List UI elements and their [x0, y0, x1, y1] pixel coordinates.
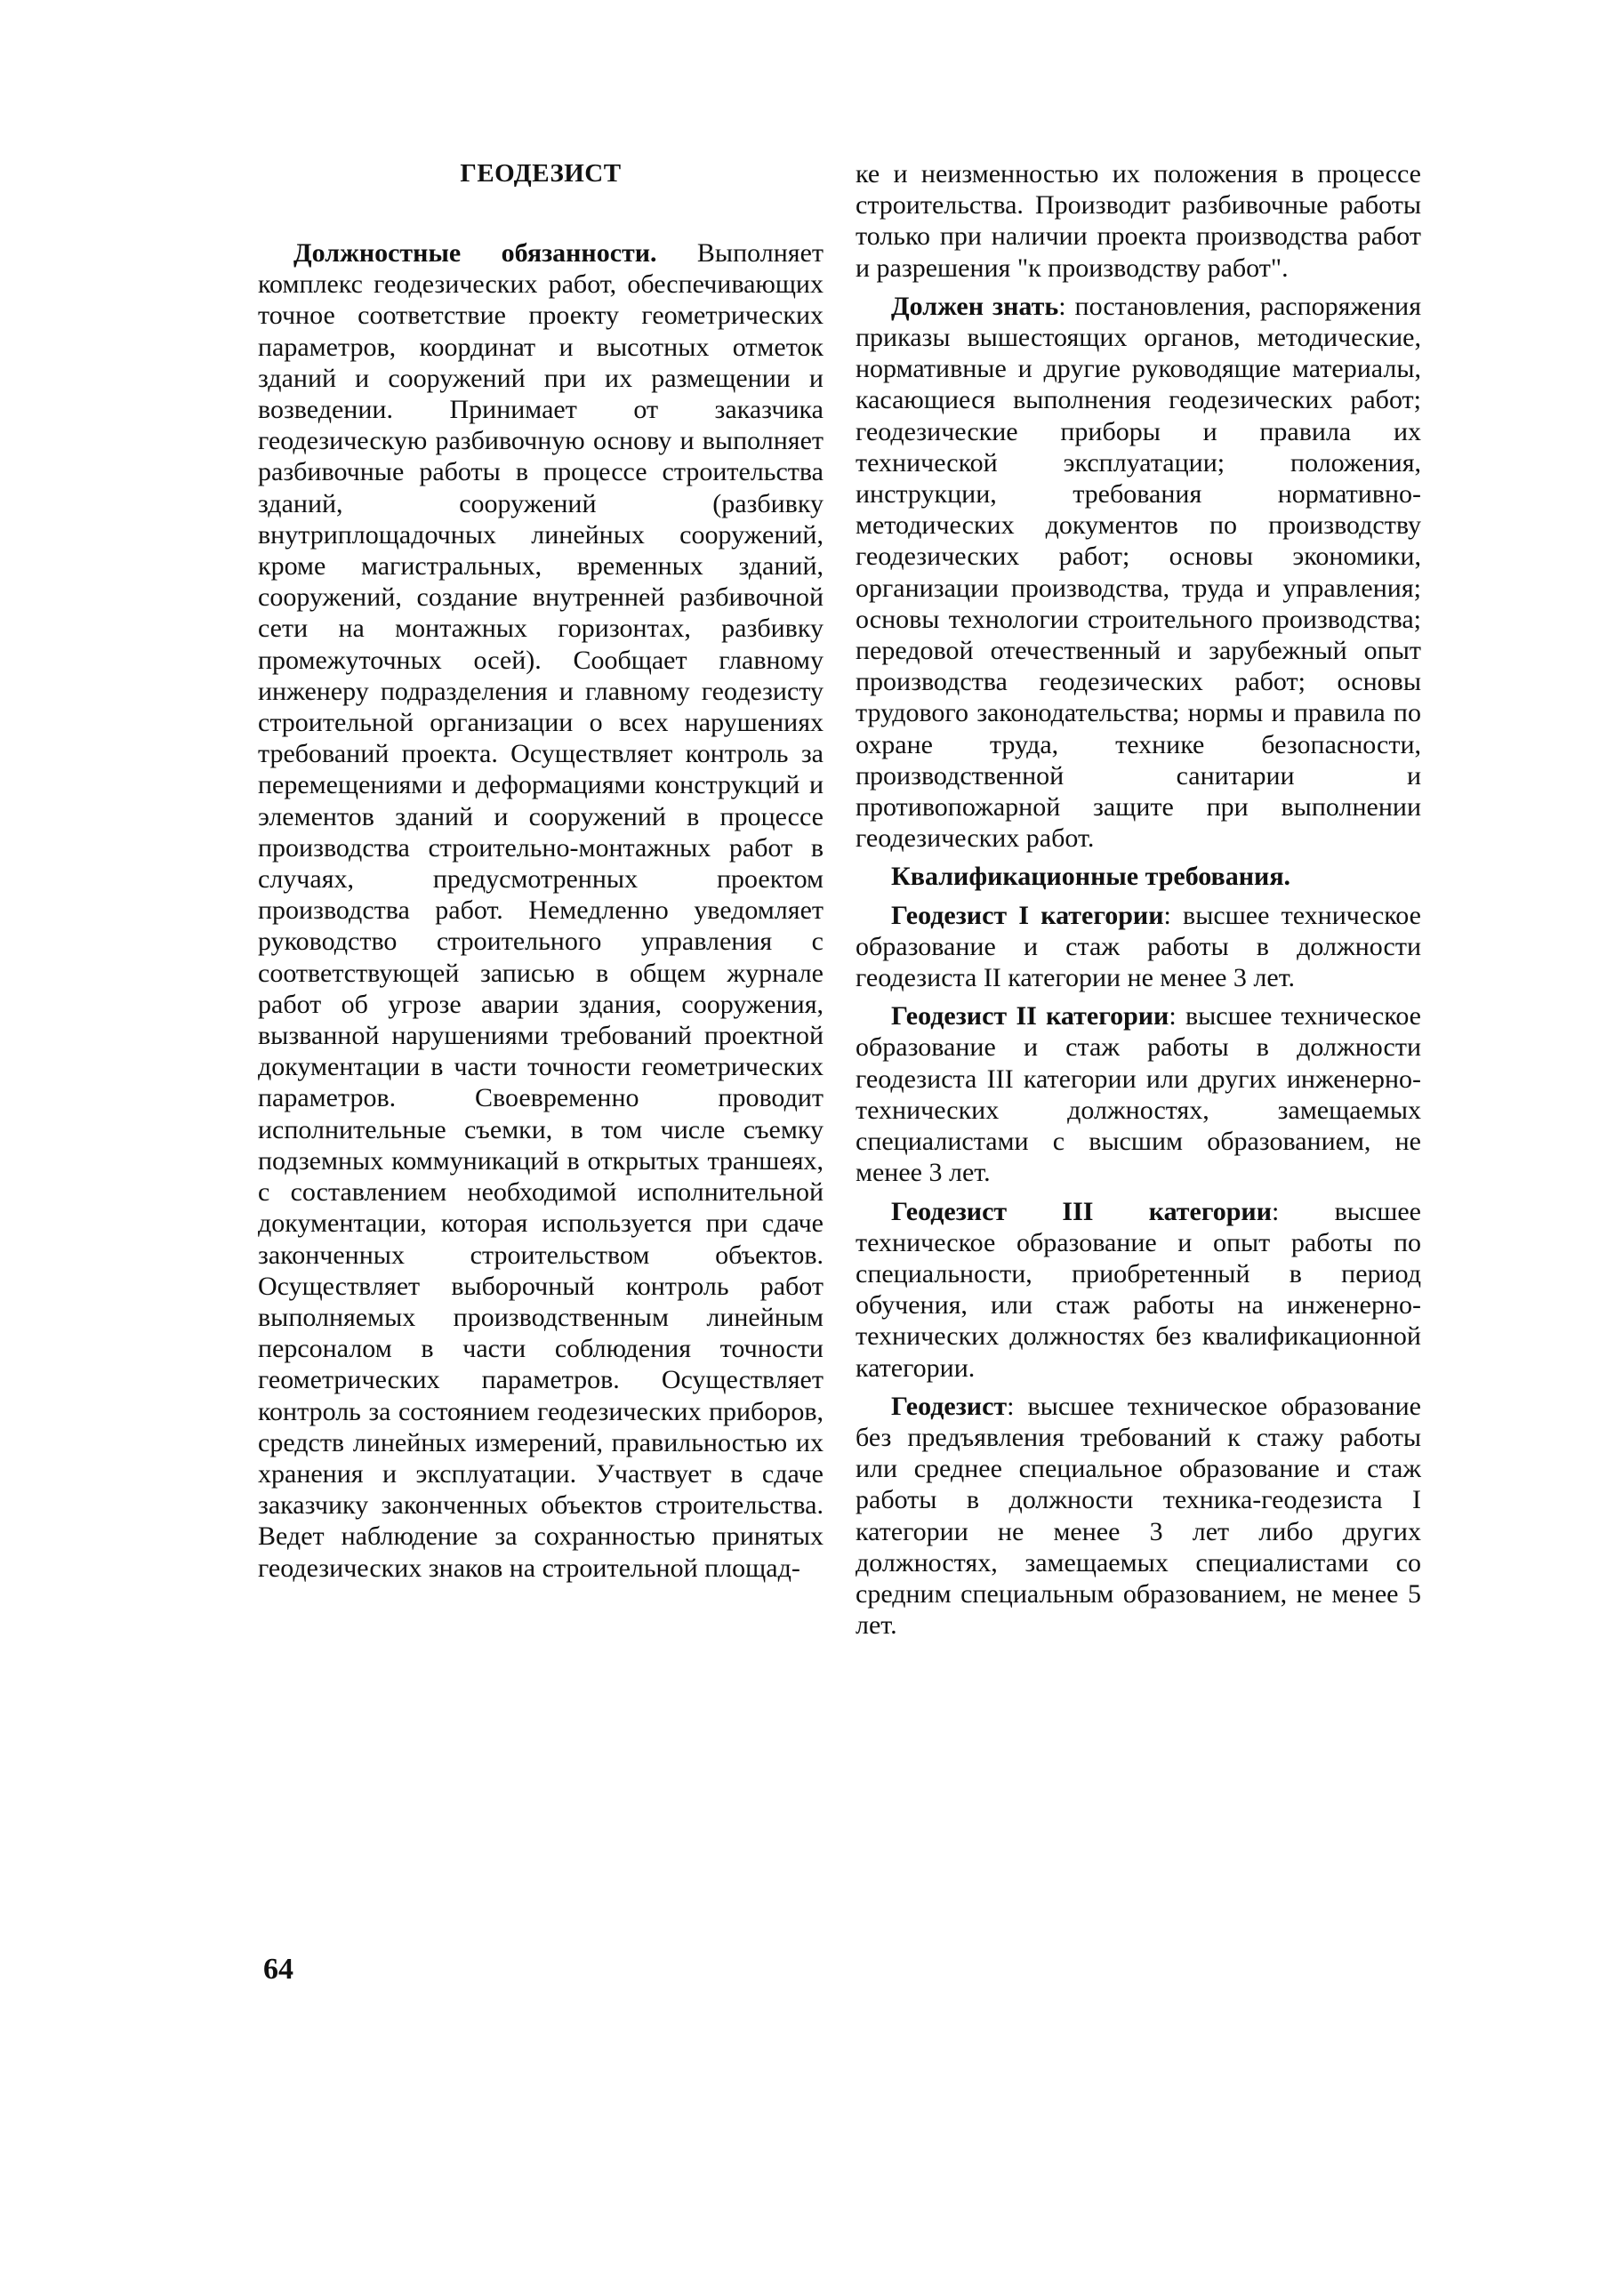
- must-know-paragraph: [856, 291, 1421, 855]
- duties-text-part2: ке и неизменностью их положения в процессе строительства. Производит разбивочные работы только при наличии проекта производства работ и разрешения "к производству работ".: [856, 159, 1421, 283]
- qualification-item-2-label: Геодезист II категории: [891, 1001, 1169, 1032]
- duties-label: Должностные обязанности.: [293, 238, 657, 268]
- qualification-item-4-text: : высшее техническое образование без предъявления требований к стажу работы или среднее специальное образование и стаж работы в должности техника-геодезиста I категории не менее 3 лет либо других должностях, замещаемых специалистами со средним специальным образованием, не менее 5 лет.: [856, 1391, 1421, 1641]
- qualification-item-2: [856, 1000, 1421, 1188]
- qualification-item-1-label: Геодезист I категории: [891, 900, 1164, 930]
- qualification-label: Квалификационные требования.: [891, 862, 1291, 892]
- qualification-item-1-text: : высшее техническое образование и стаж работы в должности геодезиста II категории не менее 3 лет.: [856, 900, 1421, 993]
- duties-continuation: [856, 158, 1421, 284]
- page-title: ГЕОДЕЗИСТ: [460, 159, 622, 188]
- qualification-item-4-label: Геодезист: [891, 1391, 1008, 1421]
- left-column: [258, 158, 824, 1591]
- qualification-item-2-text: : высшее техническое образование и стаж работы в должности геодезиста III категории или других инженерно-технических должностях, замещаемых специалистами с высшим образованием, не менее 3 лет.: [856, 1001, 1421, 1188]
- must-know-text: : постановления, распоряжения приказы вышестоящих органов, методические, нормативные и другие руководящие материалы, касающиеся выполнения геодезических работ; геодезические приборы и правила их технической эксплуатации; положения, инструкции, требования нормативно-методических документов по производству геодезических работ; основы экономики, организации производства, труда и управления; основы технологии строительного производства; передовой отечественный и зарубежный опыт производства геодезических работ; основы трудового законодательства; нормы и правила по охране труда, технике безопасности, производственной санитарии и противопожарной защите при выполнении геодезических работ.: [856, 291, 1421, 854]
- duties-text-part1: Выполняет комплекс геодезических работ, обеспечивающих точное соответствие проекту геометрических параметров, координат и высотных отметок зданий и сооружений при их размещении и возведении. Принимает от заказчика геодезическую разбивочную основу и выполняет разбивочные работы в процессе строительства зданий, сооружений (разбивку внутриплощадочных линейных сооружений, кроме магистральных, временных зданий, сооружений, создание внутренней разбивочной сети на монтажных горизонтах, разбивку промежуточных осей). Сообщает главному инженеру подразделения и главному геодезисту строительной организации о всех нарушениях требований проекта. Осуществляет контроль за перемещениями и деформациями конструкций и элементов зданий и сооружений в процессе производства строительно-монтажных работ в случаях, предусмотренных проектом производства работ. Немедленно уведомляет руководство строительного управления с соответствующей записью в общем журнале работ об угрозе аварии здания, сооружения, вызванной нарушениями требований проектной документации в части точности геометрических параметров. Своевременно проводит исполнительные съемки, в том числе съемку подземных коммуникаций в открытых траншеях, с составлением необходимой исполнительной документации, которая используется при сдаче законченных строительством объектов. Осуществляет выборочный контроль работ выполняемых производственным линейным персоналом в части соблюдения точности геометрических параметров. Осуществляет контроль за состоянием геодезических приборов, средств линейных измерений, правильностью их хранения и эксплуатации. Участвует в сдаче заказчику законченных объектов строительства. Ведет наблюдение за сохранностью принятых геодезических знаков на строительной площад-: [258, 238, 824, 1583]
- page-number: 64: [263, 1953, 293, 1986]
- must-know-label: Должен знать: [891, 291, 1059, 321]
- qualification-item-4: [856, 1391, 1421, 1642]
- qualification-item-1: [856, 900, 1421, 994]
- right-column: [856, 158, 1421, 1648]
- qualification-item-3-text: : высшее техническое образование и опыт работы по специальности, приобретенный в период обучения, или стаж работы на инженерно-технических должностях без квалификационной категории.: [856, 1196, 1421, 1383]
- qualification-heading: [856, 861, 1421, 892]
- qualification-item-3-label: Геодезист III категории: [891, 1196, 1272, 1226]
- duties-paragraph: [258, 237, 824, 1584]
- qualification-item-3: [856, 1196, 1421, 1384]
